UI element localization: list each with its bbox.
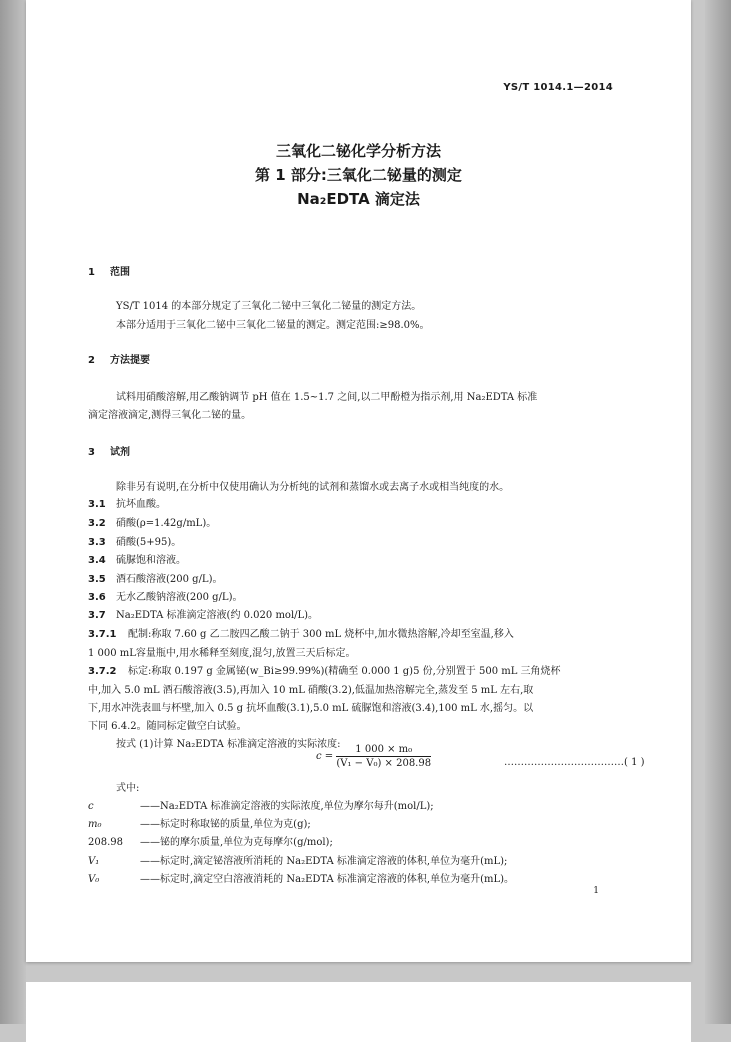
where-item: c ——Na₂EDTA 标准滴定溶液的实际浓度,单位为摩尔每升(mol/L); bbox=[88, 801, 434, 812]
clause-3-7-2-line1: 3.7.2 标定:称取 0.197 g 金属铋(w_Bi≥99.99%)(精确至 0.000 1 g)5 份,分别置于 500 mL 三角烧杯 bbox=[88, 666, 561, 677]
reagent-item: 3.3 硝酸(5+95)。 bbox=[88, 537, 182, 548]
clause-3-7-2-line5: 按式 (1)计算 Na₂EDTA 标准滴定溶液的实际浓度: bbox=[116, 739, 341, 750]
formula-fraction bbox=[336, 744, 431, 769]
reagent-item: 3.7 Na₂EDTA 标准滴定溶液(约 0.020 mol/L)。 bbox=[88, 610, 319, 621]
where-item: 208.98 ——铋的摩尔质量,单位为克每摩尔(g/mol); bbox=[88, 837, 333, 848]
clause-3-7-2-line2: 中,加入 5.0 mL 酒石酸溶液(3.5),再加入 10 mL 硝酸(3.2),低温加热溶解完全,蒸发至 5 mL 左右,取 bbox=[88, 685, 534, 696]
where-item: V₁ ——标定时,滴定铋溶液所消耗的 Na₂EDTA 标准滴定溶液的体积,单位为毫升(mL); bbox=[88, 856, 508, 867]
section-1-heading bbox=[88, 263, 130, 278]
formula-1 bbox=[316, 744, 431, 769]
section-2-number: 2 bbox=[88, 355, 95, 366]
formula-numerator: 1 000 × m₀ bbox=[336, 744, 431, 757]
section-1-para-2: 本部分适用于三氧化二铋中三氧化二铋量的测定。测定范围:≥98.0%。 bbox=[116, 320, 430, 331]
where-label: 式中: bbox=[116, 783, 140, 794]
standard-number: YS/T 1014.1—2014 bbox=[503, 82, 613, 93]
formula-lhs: c = bbox=[316, 751, 334, 762]
section-1-title: 范围 bbox=[110, 267, 130, 278]
document-title-line2: 第 1 部分:三氧化二铋量的测定 bbox=[255, 166, 462, 184]
where-item: m₀ ——标定时称取铋的质量,单位为克(g); bbox=[88, 819, 311, 830]
page-number: 1 bbox=[593, 886, 599, 896]
formula-number: ( 1 ) bbox=[624, 757, 645, 768]
next-document-page[interactable] bbox=[26, 982, 691, 1042]
where-item: V₀ ——标定时,滴定空白溶液消耗的 Na₂EDTA 标准滴定溶液的体积,单位为毫升(mL)。 bbox=[88, 874, 515, 885]
viewer-background-left bbox=[0, 0, 26, 1024]
section-2-heading bbox=[88, 351, 150, 366]
reagent-item: 3.5 酒石酸溶液(200 g/L)。 bbox=[88, 574, 223, 585]
clause-3-7-1-line1: 3.7.1 配制:称取 7.60 g 乙二胺四乙酸二钠于 300 mL 烧杯中,加水微热溶解,冷却至室温,移入 bbox=[88, 629, 514, 640]
section-3-number: 3 bbox=[88, 447, 95, 458]
section-2-para-line2: 滴定溶液滴定,测得三氧化二铋的量。 bbox=[88, 410, 252, 421]
viewer-background-right bbox=[705, 0, 731, 1024]
document-page[interactable] bbox=[26, 0, 691, 962]
section-3-title: 试剂 bbox=[110, 447, 130, 458]
reagent-item: 3.1 抗坏血酸。 bbox=[88, 499, 166, 510]
clause-3-7-2-line3: 下,用水冲洗表皿与杯壁,加入 0.5 g 抗坏血酸(3.1),5.0 mL 硫脲饱和溶液(3.4),100 mL 水,摇匀。以 bbox=[88, 703, 534, 714]
formula-leader-dots: ……………………………… bbox=[504, 757, 624, 768]
document-title-line1: 三氧化二铋化学分析方法 bbox=[275, 142, 441, 160]
clause-3-7-1-number: 3.7.1 bbox=[88, 629, 117, 640]
section-1-para-1: YS/T 1014 的本部分规定了三氧化二铋中三氧化二铋量的测定方法。 bbox=[116, 301, 422, 312]
formula-equation-number bbox=[504, 757, 645, 768]
document-title-line3: Na₂EDTA 滴定法 bbox=[297, 190, 420, 208]
section-3-heading bbox=[88, 443, 130, 458]
section-3-intro: 除非另有说明,在分析中仅使用确认为分析纯的试剂和蒸馏水或去离子水或相当纯度的水。 bbox=[116, 482, 510, 493]
reagent-item: 3.6 无水乙酸钠溶液(200 g/L)。 bbox=[88, 592, 243, 603]
reagent-item: 3.4 硫脲饱和溶液。 bbox=[88, 555, 186, 566]
clause-3-7-2-line4: 下同 6.4.2。随同标定做空白试验。 bbox=[88, 721, 247, 732]
section-2-title: 方法提要 bbox=[110, 355, 150, 366]
clause-3-7-2-number: 3.7.2 bbox=[88, 666, 117, 677]
section-1-number: 1 bbox=[88, 267, 95, 278]
reagent-item: 3.2 硝酸(ρ=1.42g/mL)。 bbox=[88, 518, 217, 529]
clause-3-7-1-line2: 1 000 mL容量瓶中,用水稀释至刻度,混匀,放置三天后标定。 bbox=[88, 648, 356, 659]
formula-denominator: (V₁ − V₀) × 208.98 bbox=[336, 758, 432, 769]
section-2-para-line1: 试料用硝酸溶解,用乙酸钠调节 pH 值在 1.5~1.7 之间,以二甲酚橙为指示剂,用 Na₂EDTA 标准 bbox=[116, 392, 538, 403]
